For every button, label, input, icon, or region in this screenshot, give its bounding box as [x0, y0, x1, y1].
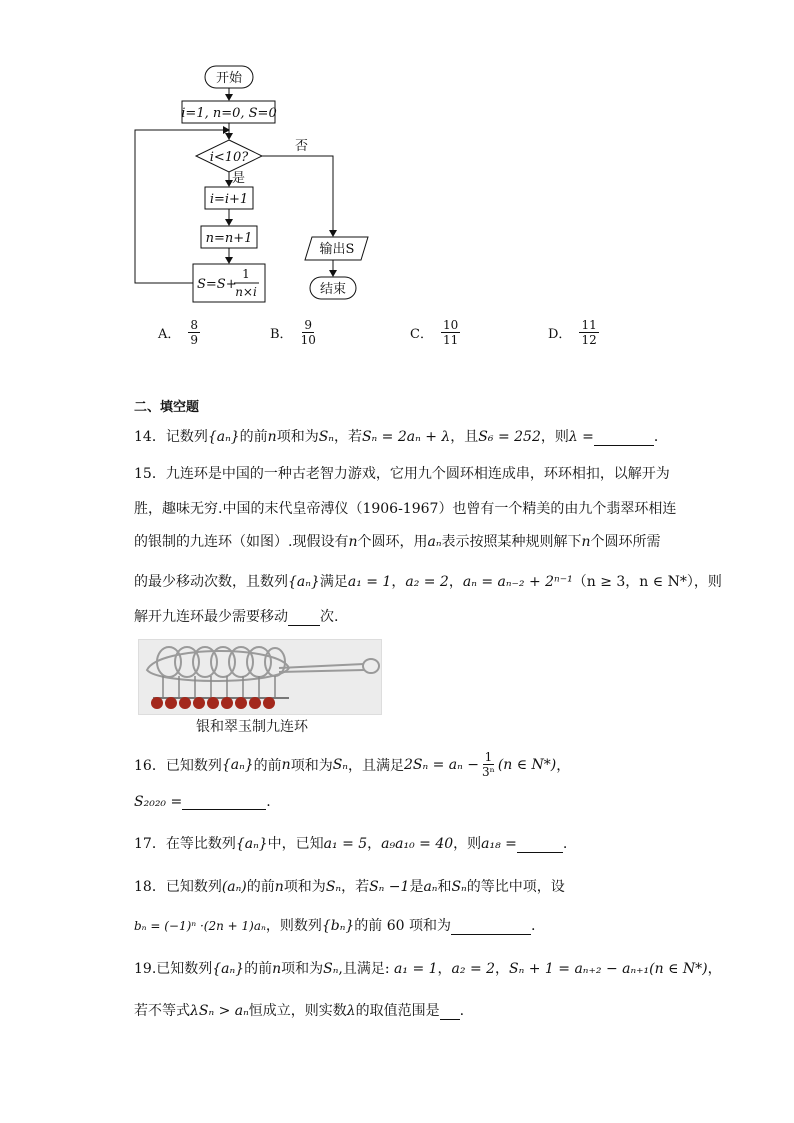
question-19-line-1: 19.已知数列{aₙ}的前n项和为Sₙ,且满足: a₁ = 1，a₂ = 2，Sₙ + 1 = aₙ₊₂ − aₙ₊₁(n ∈ N*)，	[134, 961, 722, 977]
condition-label: i<10?	[209, 150, 249, 165]
choice-den: 12	[581, 333, 597, 347]
question-16-line-1: 16．已知数列 {aₙ} 的前 n 项和为 Sₙ ，且满足 2Sₙ = aₙ − $\frac{1}{\text{3ⁿ}}$ (n ∈ N*) ，	[134, 750, 571, 779]
answer-blank[interactable]	[288, 609, 320, 626]
question-18-line-2: bₙ = (−1)ⁿ ·(2n + 1)aₙ，则数列{bₙ}的前 60 项和为 .	[134, 918, 536, 934]
choice-num: 10	[442, 318, 459, 332]
choice-letter: A．	[158, 327, 181, 342]
section-title: 二、填空题	[134, 400, 200, 415]
choice-d	[548, 318, 599, 347]
flowchart	[0, 0, 794, 310]
photo-caption: 银和翠玉制九连环	[196, 719, 308, 735]
choice-b	[270, 318, 316, 347]
choice-c	[410, 318, 460, 347]
nine-rings-photo	[138, 639, 382, 715]
end-label: 结束	[319, 282, 347, 297]
choice-num: 9	[304, 318, 313, 332]
question-15-line-1: 15．九连环是中国的一种古老智力游戏，它用九个圆环相连成串，环环相扣，以解开为	[134, 466, 670, 482]
init-label: i=1, n=0, S=0	[181, 106, 277, 121]
answer-blank[interactable]	[594, 429, 654, 446]
step-s-num: 1	[242, 267, 250, 281]
question-15-line-2: 胜，趣味无穷.中国的末代皇帝溥仪（1906-1967）也曾有一个精美的由九个翡翠环相连	[134, 501, 677, 517]
nine-rings-illustration	[139, 640, 381, 714]
choice-den: 10	[300, 333, 316, 347]
question-14: 14．记数列{aₙ}的前n项和为Sₙ，若Sₙ = 2aₙ + λ，且S₆ = 252，则λ = ．	[134, 429, 668, 445]
step-s-lhs: S=S+	[197, 277, 237, 292]
choice-letter: C．	[410, 327, 433, 342]
answer-blank[interactable]	[182, 793, 266, 810]
yes-label: 是	[232, 171, 246, 186]
step-s-den: n×i	[235, 285, 257, 299]
output-label: 输出S	[319, 242, 355, 257]
choice-letter: D．	[548, 327, 572, 342]
answer-blank[interactable]	[451, 918, 531, 935]
choice-num: 8	[190, 318, 199, 332]
answer-blank[interactable]	[517, 836, 563, 853]
question-15-line-4: 的最少移动次数，且数列{aₙ}满足a₁ = 1，a₂ = 2，aₙ = aₙ₋₂ + 2ⁿ⁻¹（n ≥ 3，n ∈ N*），则	[134, 574, 722, 590]
question-17: 17．在等比数列{aₙ}中，已知a₁ = 5，a₉a₁₀ = 40，则a₁₈ = .	[134, 836, 568, 852]
question-15-line-3: 的银制的九连环（如图）.现假设有n个圆环，用aₙ表示按照某种规则解下n个圆环所需	[134, 534, 661, 550]
start-label: 开始	[215, 71, 243, 86]
no-label: 否	[295, 139, 309, 154]
choice-letter: B．	[270, 327, 293, 342]
choice-a	[158, 318, 200, 347]
choice-num: 11	[581, 318, 597, 332]
step-i-label: i=i+1	[209, 192, 249, 207]
choice-den: 11	[442, 333, 459, 347]
answer-blank[interactable]	[440, 1003, 460, 1020]
question-16-line-2: S₂₀₂₀ = .	[134, 794, 271, 810]
question-19-line-2: 若不等式λSₙ > aₙ恒成立，则实数λ的取值范围是 .	[134, 1003, 465, 1019]
choice-den: 9	[190, 333, 199, 347]
question-15-line-5: 解开九连环最少需要移动 次.	[134, 609, 339, 625]
step-n-label: n=n+1	[205, 231, 253, 246]
question-18-line-1: 18．已知数列(aₙ)的前n项和为Sₙ，若Sₙ −1是aₙ和Sₙ的等比中项，设	[134, 879, 565, 895]
